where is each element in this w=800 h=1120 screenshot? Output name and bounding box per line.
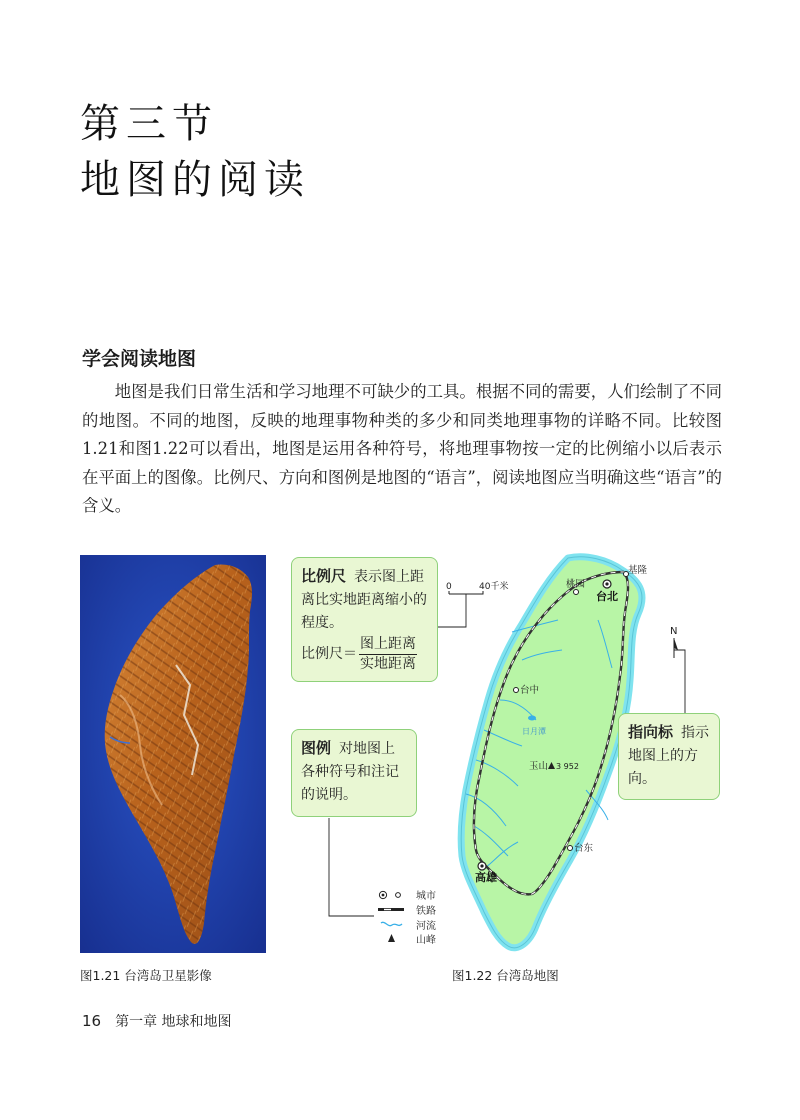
scale-zero: 0 — [446, 582, 452, 592]
map-legend — [378, 889, 436, 946]
page-footer — [82, 1011, 232, 1031]
legend-label-peak: 山峰 — [416, 935, 436, 946]
lake-label: 日月潭 — [522, 727, 546, 736]
legend-railway-dash — [384, 909, 391, 910]
city-taipei-label: 台北 — [596, 590, 618, 603]
figure-caption-satellite: 图1.21 台湾岛卫星影像 — [80, 968, 212, 983]
formula-numerator: 图上距离 — [359, 635, 417, 655]
legend-definition: 对地图上各种符号和注记的说明。 — [301, 741, 399, 803]
figure-caption-map: 图1.22 台湾岛地图 — [452, 968, 559, 983]
north-term: 指向标 — [628, 723, 674, 741]
body-paragraph: 地图是我们日常生活和学习地理不可缺少的工具。根据不同的需要，人们绘制了不同的地图。不同的地图，反映的地理事物种类的多少和同类地理事物的详略不同。比较图1.21和图1.22可以看出，地图是运用各种符号，将地理事物按一定的比例缩小以后表示在平面上的图像。比例尺、方向和图例是地图的“语言”，阅读地图应当明确这些“语言”的含义。 — [82, 382, 722, 515]
peak-height: 3 952 — [556, 762, 579, 771]
scale-term: 比例尺 — [301, 567, 347, 585]
map-island-outline — [461, 557, 642, 948]
scale-end: 40千米 — [479, 582, 509, 592]
legend-callout — [291, 729, 417, 817]
city-taipei-dot — [605, 582, 608, 585]
peak-name: 玉山 — [529, 761, 549, 772]
legend-term: 图例 — [301, 739, 332, 757]
north-definition: 指示地图上的方向。 — [628, 725, 710, 787]
scale-leader-line — [438, 594, 466, 627]
scale-callout-description — [301, 565, 428, 635]
north-arrow — [670, 626, 685, 714]
north-letter: N — [670, 626, 678, 637]
legend-label-railway: 铁路 — [416, 906, 436, 917]
formula-left: 比例尺＝ — [301, 646, 357, 662]
map-scale-bar — [438, 580, 508, 627]
legend-city-minor-icon — [396, 893, 401, 898]
legend-peak-icon — [388, 934, 395, 942]
scale-bar-line — [449, 591, 483, 594]
legend-river-icon — [381, 922, 402, 925]
city-kaohsiung-label: 高雄 — [475, 871, 497, 884]
formula-denominator: 实地距离 — [360, 656, 416, 672]
legend-label-river: 河流 — [416, 921, 436, 932]
section-number: 第三节 — [80, 101, 218, 147]
satellite-image — [80, 555, 266, 953]
scale-callout — [291, 557, 438, 682]
formula-fraction — [359, 635, 417, 674]
city-taichung-dot — [514, 688, 519, 693]
scale-definition: 表示图上距离比实地距离缩小的程度。 — [301, 569, 427, 631]
city-kaohsiung-dot — [480, 864, 483, 867]
city-keelung — [624, 564, 648, 577]
city-taitung-dot — [568, 846, 573, 851]
city-taitung-label: 台东 — [574, 843, 594, 854]
legend-leader-line — [329, 818, 374, 916]
section-title: 地图的阅读 — [80, 157, 310, 203]
north-callout — [618, 713, 720, 800]
legend-city-major-dot — [382, 894, 385, 897]
city-taichung-label: 台中 — [520, 685, 540, 696]
city-taoyuan-dot — [574, 590, 579, 595]
subsection-heading: 学会阅读地图 — [82, 348, 197, 370]
legend-label-city: 城市 — [416, 891, 436, 902]
north-leader-line — [674, 650, 685, 714]
chapter-title: 第一章 地球和地图 — [115, 1014, 232, 1030]
map-lake — [528, 716, 536, 721]
scale-formula — [301, 635, 428, 674]
north-arrow-icon — [674, 638, 678, 650]
city-taoyuan-label: 桃园 — [566, 579, 586, 590]
page-number: 16 — [82, 1012, 102, 1030]
city-keelung-label: 基隆 — [628, 565, 648, 576]
